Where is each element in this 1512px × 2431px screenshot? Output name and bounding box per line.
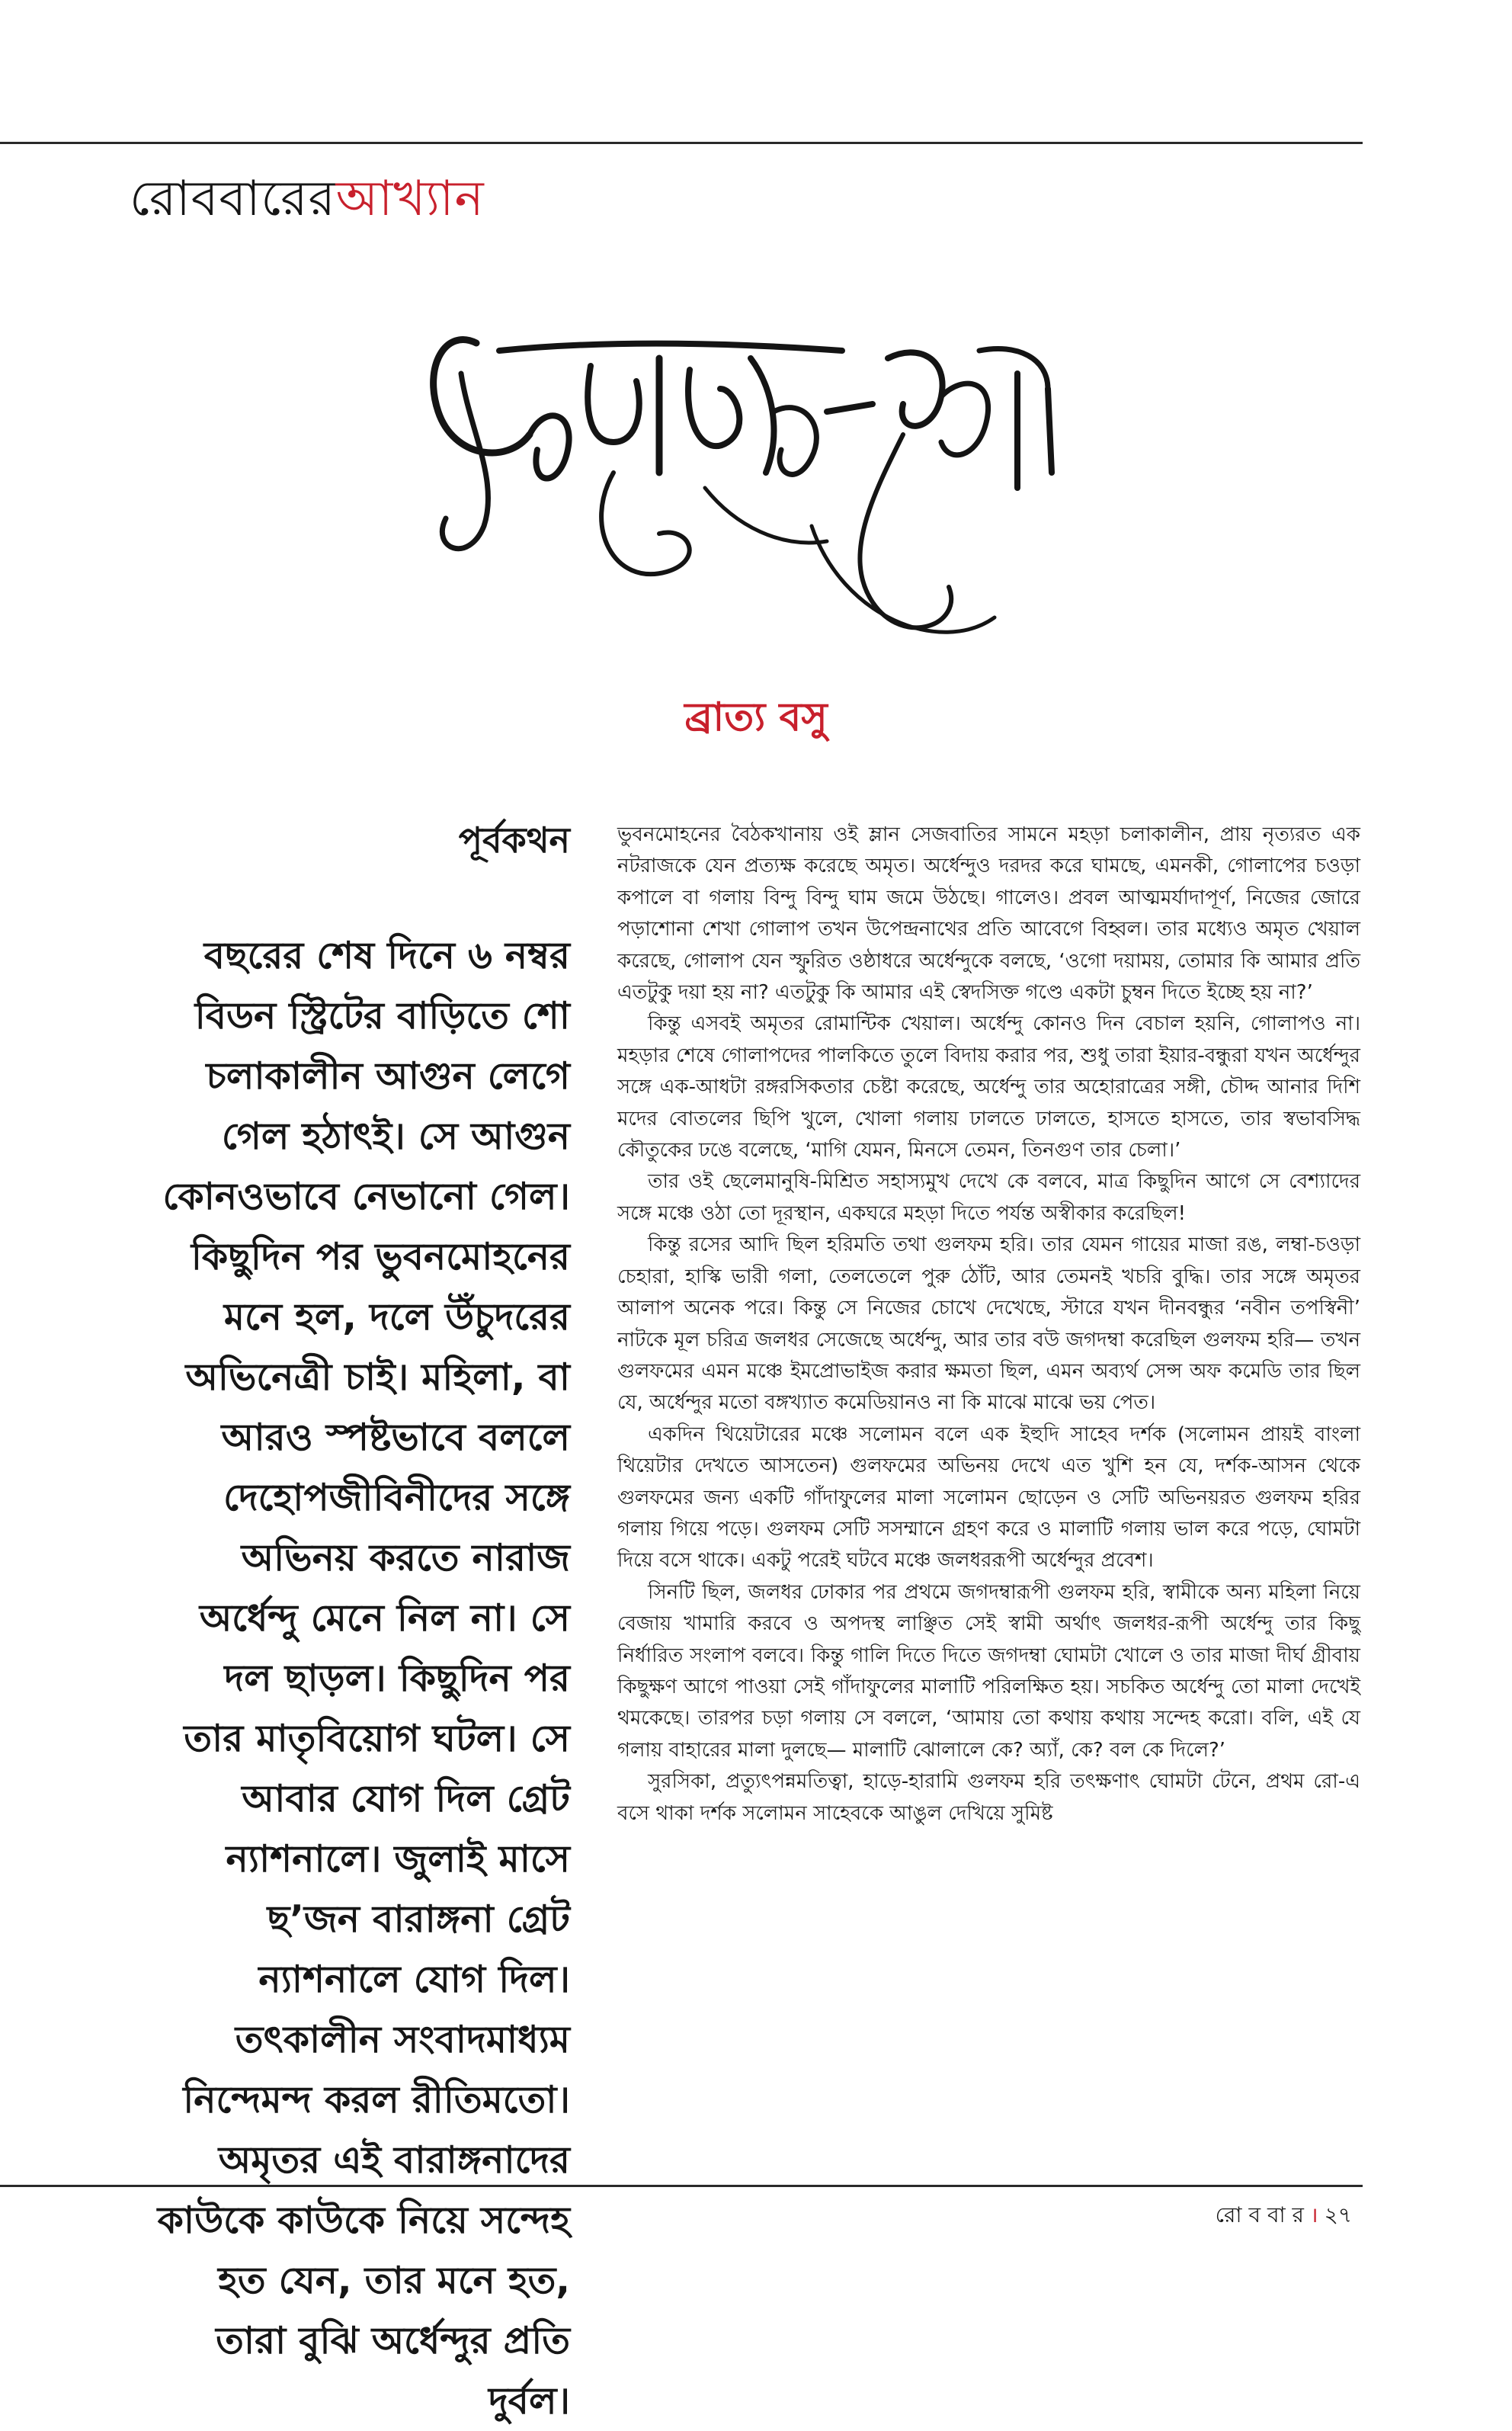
body-paragraph: সিনটি ছিল, জলধর ঢোকার পর প্রথমে জগদম্বারূপী গুলফম হরি, স্বামীকে অন্য মহিলা নিয়ে বেজায় খামারি করবে ও অপদস্থ লাঞ্ছিত সেই স্বামী অর্থাৎ জলধর-রূপী অর্ধেন্দু তার কিছু নির্ধারিত সংলাপ বলবে। কিন্তু গালি দিতে দিতে জগদম্বা ঘোমটা খোলে ও তার মাজা দীর্ঘ গ্রীবায় কিছুক্ষণ আগে পাওয়া সেই গাঁদাফুলের মালাটি পরিলক্ষিত হয়। সচকিত অর্ধেন্দু তো মালা দেখেই থমকেছে। তারপর চড়া গলায় সে বললে, ‘আমায় তো কথায় কথায় সন্দেহ করো। বলি, এই যে গলায় বাহারের মালা দুলছে— মালাটি ঝোলালে কে? অ্যাঁ, কে? বল কে দিলে?’ xyxy=(617,1580,1360,1762)
body-paragraph: একদিন থিয়েটারের মঞ্চে সলোমন বলে এক ইহুদি সাহেব দর্শক (সলোমন প্রায়ই বাংলা থিয়েটার দেখতে আসতেন) গুলফমের অভিনয় দেখে এত খুশি হন যে, দর্শক-আসন থেকে গুলফমের জন্য একটি গাঁদাফুলের মালা সলোমন ছোড়েন ও সেটি অভিনয়রত গুলফম হরির গলায় গিয়ে পড়ে। গুলফম সেটি সসম্মানে গ্রহণ করে ও মালাটি গলায় ভাল করে পড়ে, ঘোমটা দিয়ে বসে থাকে। একটু পরেই ঘটবে মঞ্চে জলধররূপী অর্ধেন্দুর প্রবেশ। xyxy=(617,1422,1360,1573)
folio-separator: । xyxy=(1309,2202,1318,2227)
section-header-prefix: রোববারের xyxy=(130,171,336,227)
section-header xyxy=(130,162,485,243)
bottom-rule xyxy=(0,2185,1363,2187)
foreword-heading: পূর্বকথন xyxy=(458,819,570,861)
article-body xyxy=(617,819,1360,1830)
page-number: ২৭ xyxy=(1324,2202,1352,2227)
page-folio xyxy=(1216,2198,1352,2234)
body-paragraph: কিন্তু এসবই অমৃতর রোমান্টিক খেয়াল। অর্ধেন্দু কোনও দিন বেচাল হয়নি, গোলাপও না। মহড়ার শেষে গোলাপদের পালকিতে তুলে বিদায় করার পর, শুধু তারা ইয়ার-বন্ধুরা যখন অর্ধেন্দুর সঙ্গে এক-আধটা রঙ্গরসিকতার চেষ্টা করেছে, অর্ধেন্দু তার অহোরাত্রের সঙ্গী, চৌদ্দ আনার দিশি মদের বোতলের ছিপি খুলে, খোলা গলায় ঢালতে ঢালতে, হাসতে হাসতে, তার স্বভাবসিদ্ধ কৌতুকের ঢঙে বলেছে, ‘মাগি যেমন, মিনসে তেমন, তিনগুণ তার চেলা।’ xyxy=(617,1012,1360,1163)
title-calligraphy xyxy=(415,297,1086,694)
top-rule xyxy=(0,142,1363,144)
folio-magazine: রো ব বা র xyxy=(1215,2202,1304,2227)
author-byline: ব্রাত্য বসু xyxy=(684,694,828,740)
foreword-text: বছরের শেষ দিনে ৬ নম্বর বিডন স্ট্রিটের বাড়িতে শো চলাকালীন আগুন লেগে গেল হঠাৎই। সে আগুন কোনওভাবে নেভানো গেল। কিছুদিন পর ভুবনমোহনের মনে হল, দলে উঁচুদরের অভিনেত্রী চাই। মহিলা, বা আরও স্পষ্টভাবে বললে দেহোপজীবিনীদের সঙ্গে অভিনয় করতে নারাজ অর্ধেন্দু মেনে নিল না। সে দল ছাড়ল। কিছুদিন পর তার মাতৃবিয়োগ ঘটল। সে আবার যোগ দিল গ্রেট ন্যাশনালে। জুলাই মাসে ছ’জন বারাঙ্গনা গ্রেট ন্যাশনালে যোগ দিল। তৎকালীন সংবাদমাধ্যম নিন্দেমন্দ করল রীতিমতো। অমৃতর এই বারাঙ্গনাদের কাউকে কাউকে নিয়ে সন্দেহ হত যেন, তার মনে হত, তারা বুঝি অর্ধেন্দুর প্রতি দুর্বল। xyxy=(157,934,570,2423)
body-paragraph: সুরসিকা, প্রত্যুৎপন্নমতিত্বা, হাড়ে-হারামি গুলফম হরি তৎক্ষণাৎ ঘোমটা টেনে, প্রথম রো-এ বসে থাকা দর্শক সলোমন সাহেবকে আঙুল দেখিয়ে সুমিষ্ট xyxy=(617,1770,1360,1825)
section-header-accent: আখ্যান xyxy=(335,171,485,227)
foreword-column xyxy=(152,814,570,2431)
body-paragraph: তার ওই ছেলেমানুষি-মিশ্রিত সহাস্যমুখ দেখে কে বলবে, মাত্র কিছুদিন আগে সে বেশ্যাদের সঙ্গে মঞ্চে ওঠা তো দূরস্থান, একঘরে মহড়া দিতে পর্যন্ত অস্বীকার করেছিল! xyxy=(617,1170,1360,1225)
title-calligraphy-drawing xyxy=(415,297,1086,694)
body-paragraph: ভুবনমোহনের বৈঠকখানায় ওই ম্লান সেজবাতির সামনে মহড়া চলাকালীন, প্রায় নৃত্যরত এক নটরাজকে যেন প্রত্যক্ষ করেছে অমৃত। অর্ধেন্দুও দরদর করে ঘামছে, এমনকী, গোলাপের চওড়া কপালে বা গলায় বিন্দু বিন্দু ঘাম জমে উঠছে। গালেও। প্রবল আত্মমর্যাদাপূর্ণ, নিজের জোরে পড়াশোনা শেখা গোলাপ তখন উপেন্দ্রনাথের প্রতি আবেগে বিহ্বল। তার মধ্যেও অমৃত খেয়াল করেছে, গোলাপ যেন স্ফুরিত ওষ্ঠাধরে অর্ধেন্দুকে বলছে, ‘ওগো দয়াময়, তোমার কি আমার প্রতি এতটুকু দয়া হয় না? এতটুকু কি আমার এই স্বেদসিক্ত গণ্ডে একটা চুম্বন দিতে ইচ্ছে হয় না?’ xyxy=(617,823,1360,1005)
body-paragraph: কিন্তু রসের আদি ছিল হরিমতি তথা গুলফম হরি। তার যেমন গায়ের মাজা রঙ, লম্বা-চওড়া চেহারা, হাস্কি ভারী গলা, তেলতেলে পুরু ঠোঁট, আর তেমনই খচরি বুদ্ধি। তার সঙ্গে অমৃতর আলাপ অনেক পরে। কিন্তু সে নিজের চোখে দেখেছে, স্টারে যখন দীনবন্ধুর ‘নবীন তপস্বিনী’ নাটকে মূল চরিত্র জলধর সেজেছে অর্ধেন্দু, আর তার বউ জগদম্বা করেছিল গুলফম হরি— তখন গুলফমের এমন মঞ্চে ইমপ্রোভাইজ করার ক্ষমতা ছিল, এমন অব্যর্থ সেন্স অফ কমেডি তার ছিল যে, অর্ধেন্দুর মতো বঙ্গখ্যাত কমেডিয়ানও না কি মাঝে মাঝে ভয় পেত। xyxy=(617,1233,1360,1415)
